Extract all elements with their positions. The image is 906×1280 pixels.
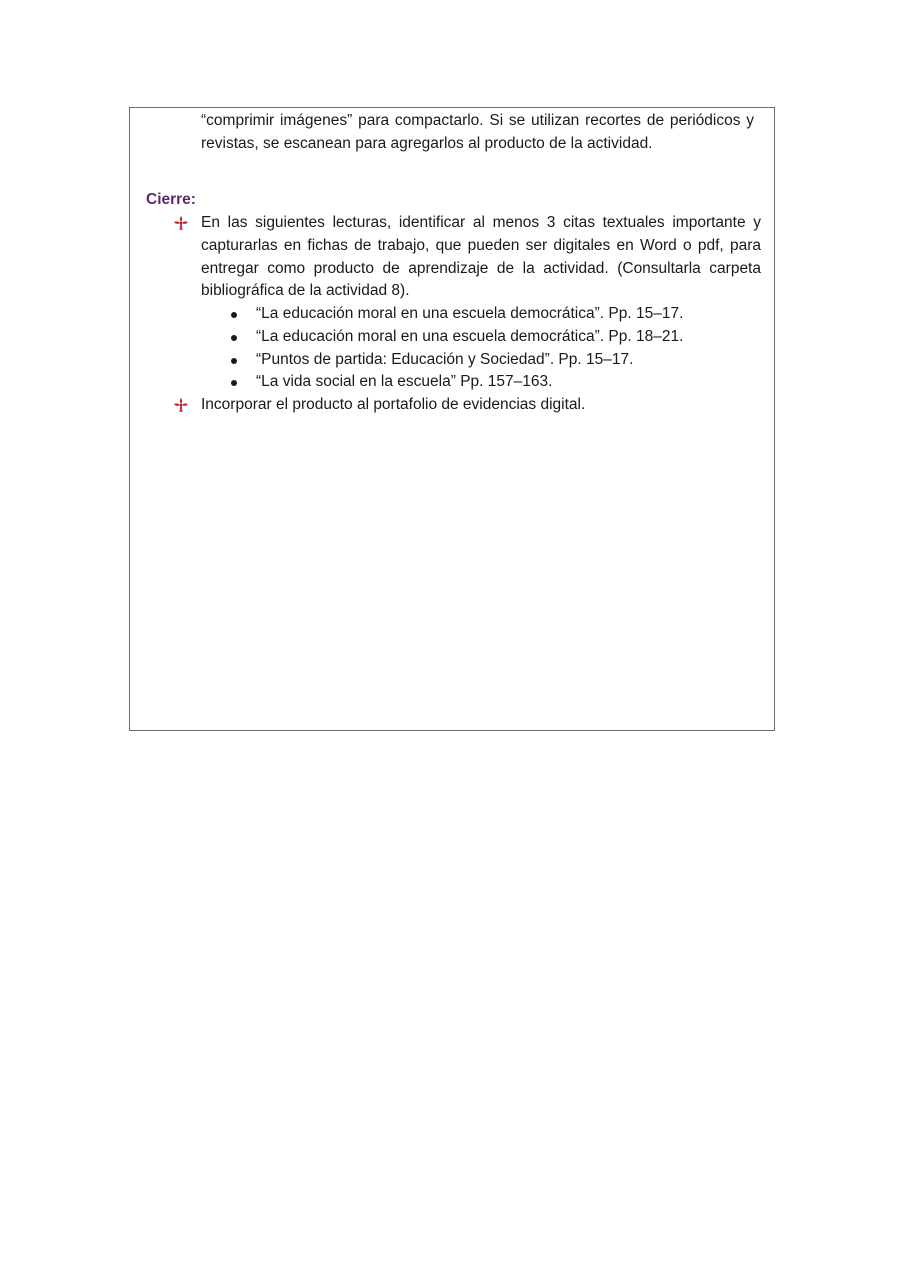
reading-item (201, 303, 683, 326)
reading-item-text: “La educación moral en una escuela democrática”. Pp. 15–17. (256, 305, 684, 322)
section-heading-cierre: Cierre: (146, 191, 196, 208)
reading-item (201, 371, 683, 394)
reading-item (201, 326, 683, 349)
cierre-item-2 (201, 394, 761, 417)
reading-item-text: “La vida social en la escuela” Pp. 157–163. (256, 373, 553, 391)
flower-bullet-icon (173, 215, 189, 231)
cierre-item-2-text: Incorporar el producto al portafolio de evidencias digital. (201, 396, 586, 413)
round-bullet-icon (231, 312, 237, 318)
round-bullet-icon (231, 335, 237, 341)
cierre-item-1-text: En las siguientes lecturas, identificar al menos 3 citas textuales importante y capturarlas en fichas de trabajo, que pueden ser digitales en Word o pdf, para entregar como producto de aprendizaje de la actividad. (Consultarla carpeta bibliográfica de la actividad 8). (201, 214, 761, 300)
readings-list (201, 303, 683, 394)
reading-item-text: “La educación moral en una escuela democrática”. Pp. 18–21. (256, 327, 684, 345)
round-bullet-icon (231, 380, 237, 386)
reading-item (201, 349, 683, 372)
flower-bullet-icon (173, 397, 189, 413)
content-box (129, 107, 775, 731)
reading-item-text: “Puntos de partida: Educación y Sociedad”. Pp. 15–17. (256, 350, 634, 368)
cierre-item-1 (201, 212, 761, 303)
continuation-paragraph: “comprimir imágenes” para compactarlo. Si se utilizan recortes de periódicos y revistas, se escanean para agregarlos al producto de la actividad. (201, 112, 754, 152)
round-bullet-icon (231, 358, 237, 364)
